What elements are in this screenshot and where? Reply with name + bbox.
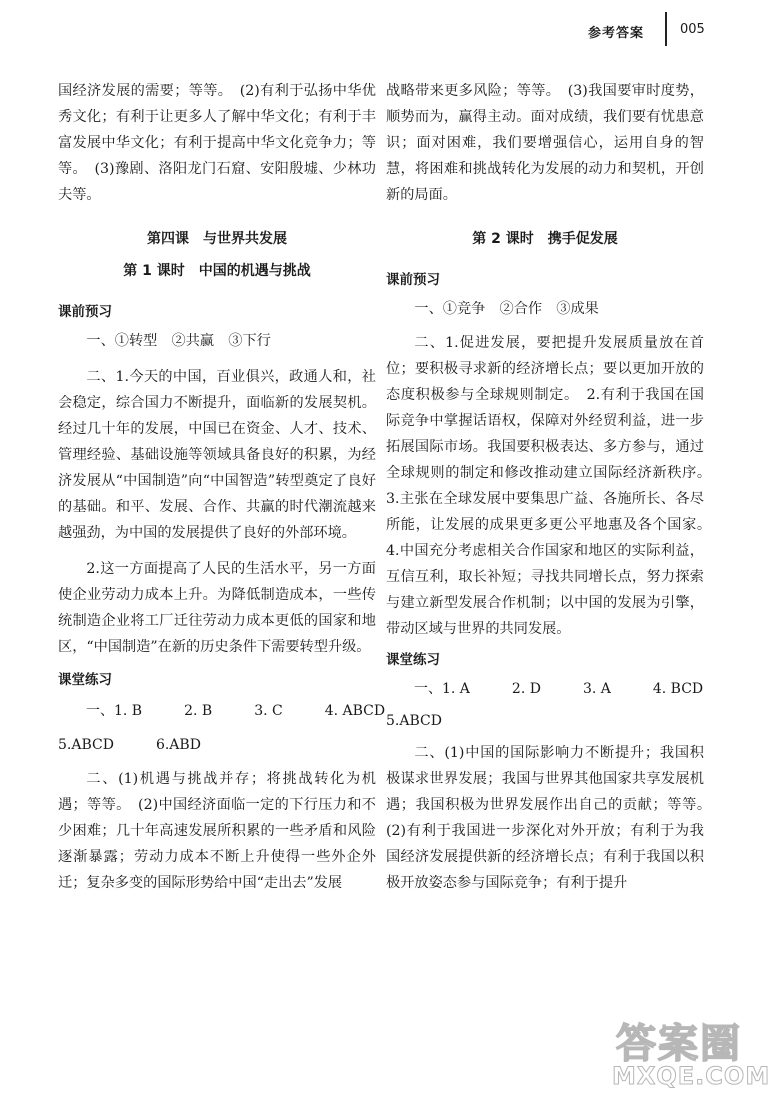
paragraph: 一、①转型 ②共赢 ③下行 — [86, 333, 271, 349]
answer-row: 5.ABCD — [386, 713, 442, 729]
watermark-text: 答案圈 — [616, 1021, 742, 1067]
paragraph: 2.这一方面提高了人民的生活水平，另一方面使企业劳动力成本上升。为降低制造成本，一些传统制造企业将工厂迁往劳动力成本更低的国家和地区，“中国制造”在新的历史条件下需要转型升级。 — [58, 561, 376, 655]
section-title-practice: 课堂练习 — [386, 652, 440, 668]
lesson-title: 第四课 与世界共发展 — [147, 231, 287, 247]
watermark-logo — [612, 1012, 770, 1098]
section-title-practice: 课堂练习 — [58, 672, 112, 688]
right-column — [386, 78, 719, 896]
header-divider — [665, 12, 667, 46]
session-title: 第 1 课时 中国的机遇与挑战 — [123, 263, 311, 279]
watermark-url: MXQE.COM — [612, 1062, 770, 1090]
page-number: 005 — [680, 22, 705, 37]
section-title-preview: 课前预习 — [386, 272, 440, 288]
answer-row: 一、1. A 2. D 3. A 4. BCD — [414, 681, 704, 697]
left-column — [58, 78, 386, 896]
paragraph: 二、1.促进发展，要把提升发展质量放在首位；要积极寻求新的经济增长点；要以更加开放的态度积极参与全球规则制定。 2.有利于我国在国际竞争中掌握话语权，保障对外经贸利益，进一步拓展国际市场。我国要积极表达、多方参与，通过全球规则的制定和修改推动建立国际经济新秩序。 3.主张在全球发展中要集思广益、各施所长、各尽所能，让发展的成果更多更公平地惠及各个国家。 4.中国充分考虑相关合作国家和地区的实际利益，互信互利，取长补短；寻找共同增长点，努力探索与建立新型发展合作机制；以中国的发展为引擎，带动区域与世界的共同发展。 — [386, 335, 719, 637]
paragraph: 一、①竞争 ②合作 ③成果 — [414, 301, 599, 317]
session-title: 第 2 课时 携手促发展 — [472, 231, 618, 247]
paragraph: 战略带来更多风险；等等。 (3)我国要审时度势，顺势而为，赢得主动。面对成绩，我们要有忧患意识；面对困难，我们要增强信心，运用自身的智慧，将困难和挑战转化为发展的动力和契机，开创新的局面。 — [386, 83, 704, 203]
answer-row: 5.ABCD 6.ABD — [58, 737, 201, 753]
paragraph: 二、(1)机遇与挑战并存；将挑战转化为机遇；等等。 (2)中国经济面临一定的下行压力和不少困难；几十年高速发展所积累的一些矛盾和风险逐渐暴露；劳动力成本不断上升使得一些外企外迁；复杂多变的国际形势给中国“走出去”发展 — [58, 771, 376, 891]
answer-row: 一、1. B 2. B 3. C 4. ABCD — [86, 703, 386, 719]
section-title-preview: 课前预习 — [58, 304, 112, 320]
paragraph: 国经济发展的需要；等等。 (2)有利于弘扬中华优秀文化；有利于让更多人了解中华文化；有利于丰富发展中华文化；有利于提高中华文化竞争力；等等。 (3)豫剧、洛阳龙门石窟、安阳殷墟、少林功夫等。 — [58, 83, 376, 203]
paragraph: 二、(1)中国的国际影响力不断提升；我国积极谋求世界发展；我国与世界其他国家共享发展机遇；我国积极为世界发展作出自己的贡献；等等。 (2)有利于我国进一步深化对外开放；有利于为我国经济发展提供新的经济增长点；有利于我国以积极开放姿态参与国际竞争；有利于提升 — [386, 745, 719, 891]
paragraph: 二、1.今天的中国，百业俱兴，政通人和，社会稳定，综合国力不断提升，面临新的发展契机。经过几十年的发展，中国已在资金、人才、技术、管理经验、基础设施等领域具备良好的积累，为经济发展从“中国制造”向“中国智造”转型奠定了良好的基础。和平、发展、合作、共赢的时代潮流越来越强劲，为中国的发展提供了良好的外部环境。 — [58, 369, 376, 541]
header-title: 参考答案 — [588, 26, 645, 41]
